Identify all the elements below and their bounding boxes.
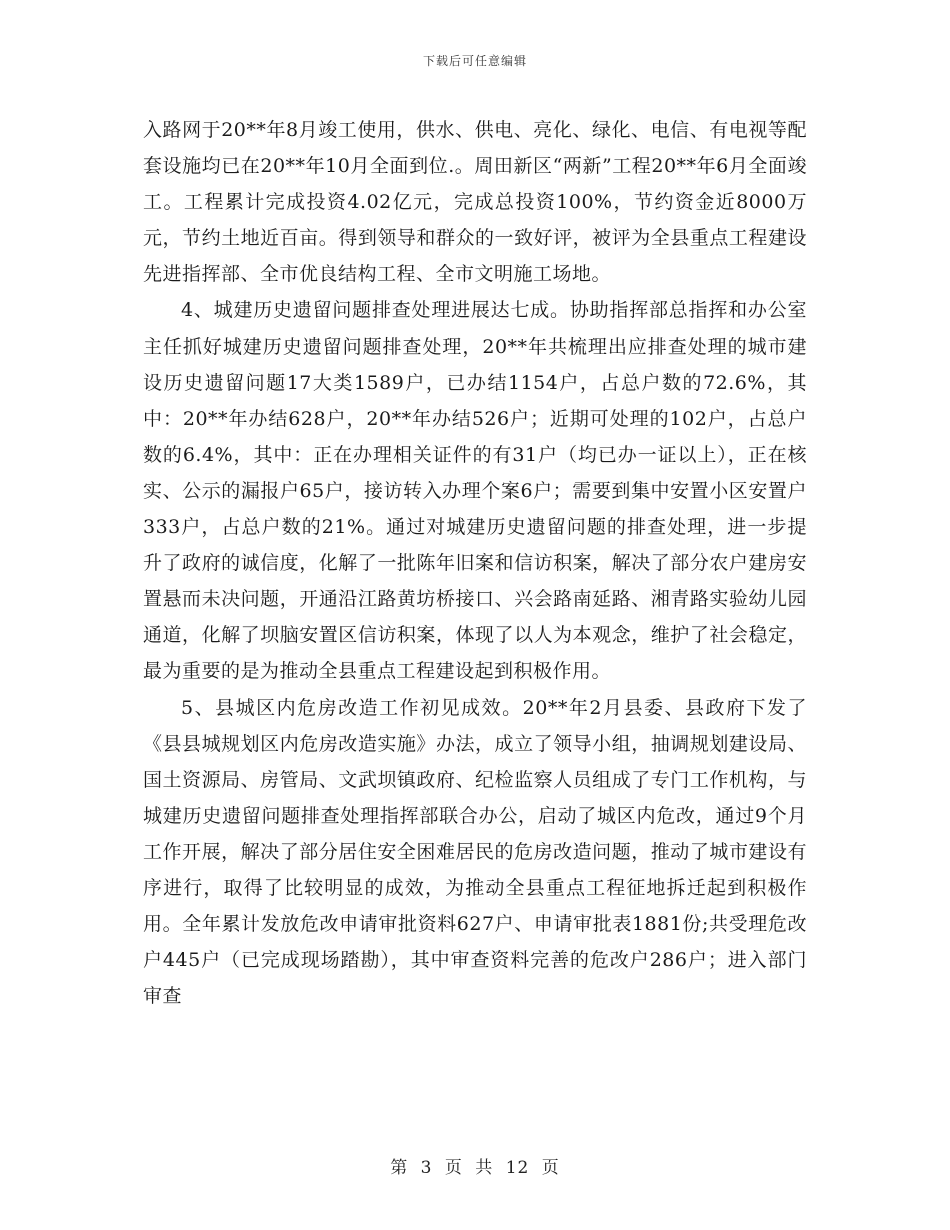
- body-text: [143, 112, 807, 1014]
- paragraph-item-4: 4、城建历史遗留问题排查处理进展达七成。协助指挥部总指挥和办公室主任抓好城建历史遗留问题排查处理，20**年共梳理出应排查处理的城市建设历史遗留问题17大类1589户，已办结1154户，占总户数的72.6%，其中：20**年办结628户，20**年办结526户；近期可处理的102户，占总户数的6.4%，其中：正在办理相关证件的有31户（均已办一证以上），正在核实、公示的漏报户65户，接访转入办理个案6户；需要到集中安置小区安置户333户，占总户数的21%。通过对城建历史遗留问题的排查处理，进一步提升了政府的诚信度，化解了一批陈年旧案和信访积案，解决了部分农户建房安置悬而未决问题，开通沿江路黄坊桥接口、兴会路南延路、湘青路实验幼儿园通道，化解了坝脑安置区信访积案，体现了以人为本观念，维护了社会稳定，最为重要的是为推动全县重点工程建设起到积极作用。: [143, 299, 807, 683]
- paragraph-item-5: 5、县城区内危房改造工作初见成效。20**年2月县委、县政府下发了《县县城规划区内危房改造实施》办法，成立了领导小组，抽调规划建设局、国土资源局、房管局、文武坝镇政府、纪检监察人员组成了专门工作机构，与城建历史遗留问题排查处理指挥部联合办公，启动了城区内危改，通过9个月工作开展，解决了部分居住安全困难居民的危房改造问题，推动了城市建设有序进行，取得了比较明显的成效，为推动全县重点工程征地拆迁起到积极作用。全年累计发放危改申请审批资料627户、申请审批表1881份;共受理危改户445户（已完成现场踏勘），其中审查资料完善的危改户286户；进入部门审查: [143, 696, 807, 1008]
- paragraph-continuation: 入路网于20**年8月竣工使用，供水、供电、亮化、绿化、电信、有电视等配套设施均已在20**年10月全面到位.。周田新区“两新”工程20**年6月全面竣工。工程累计完成投资4.02亿元，完成总投资100%，节约资金近8000万元，节约土地近百亩。得到领导和群众的一致好评，被评为全县重点工程建设先进指挥部、全市优良结构工程、全市文明施工场地。: [143, 119, 807, 286]
- page-header: 下载后可任意编辑: [422, 54, 527, 68]
- page-number-footer: 第 3 页 共 12 页: [390, 1158, 560, 1178]
